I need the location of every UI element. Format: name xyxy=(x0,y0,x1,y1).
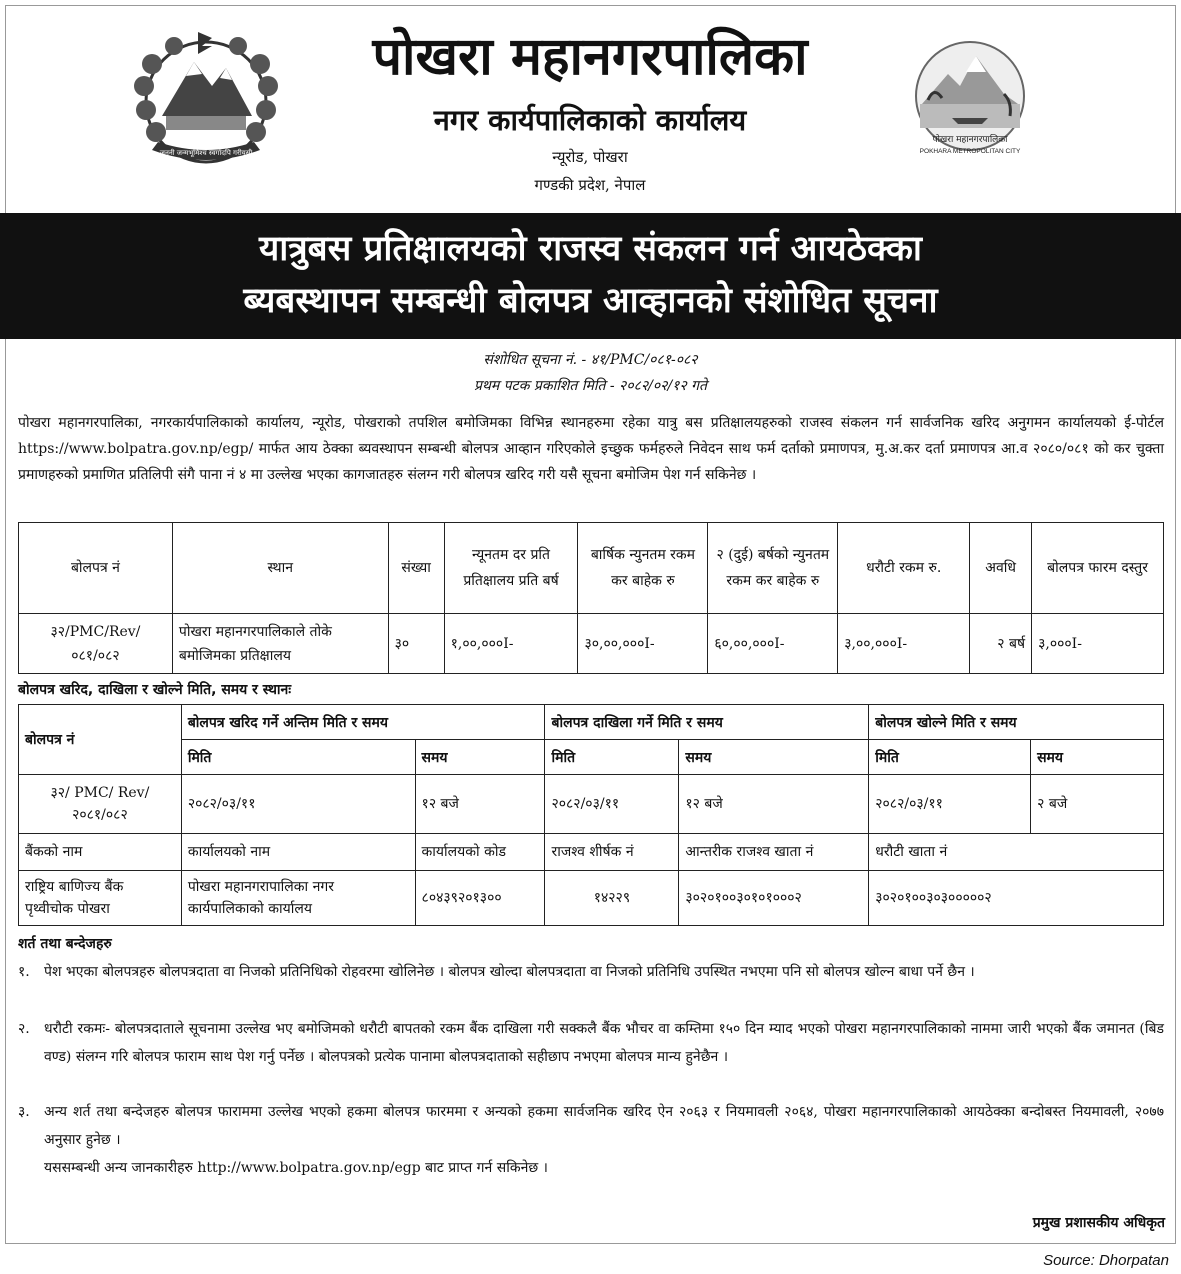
bank-header: धरौटी खाता नं xyxy=(869,834,1164,871)
table-cell: १,००,०००I- xyxy=(444,614,578,674)
term-text: पेश भएका बोलपत्रहरु बोलपत्रदाता वा निजको प्रतिनिधिको रोहवरमा खोलिनेछ । बोलपत्र खोल्दा बोलपत्रदाता वा निजको प्रतिनिधि उपस्थित नभएमा पनि सो बोलपत्र खोल्न बाधा पर्ने छैन । xyxy=(44,964,975,980)
notice-number: संशोधित सूचना नं. - ४१/PMC/०८१-०८२ xyxy=(483,352,698,368)
table-header-row xyxy=(19,523,1164,614)
sub-time: समय xyxy=(679,740,869,775)
term-number: ३. xyxy=(18,1104,30,1120)
table-cell: ३० xyxy=(388,614,444,674)
table-header: अवधि xyxy=(970,523,1032,614)
sub-time: समय xyxy=(415,740,545,775)
sub-date: मिति xyxy=(181,740,415,775)
open-time: २ बजे xyxy=(1031,775,1164,834)
term-extra: यससम्बन्धी अन्य जानकारीहरु http://www.bolpatra.gov.np/egp बाट प्राप्त गर्न सकिनेछ । xyxy=(44,1160,548,1176)
term-text: अन्य शर्त तथा बन्देजहरु बोलपत्र फाराममा उल्लेख भएको हकमा बोलपत्र फारममा र अन्यको हकमा सार्वजनिक खरिद ऐन २०६३ र नियमावली २०६४, पोखरा महानगरपालिकाको आयठेक्का बन्दोबस्त नियमावली, २०७७ अनुसार हुनेछ । xyxy=(44,1104,1164,1148)
terms-title: शर्त तथा बन्देजहरु xyxy=(18,936,112,952)
sub-date: मिति xyxy=(869,740,1031,775)
table-cell: ३२/PMC/Rev/ ०८१/०८२ xyxy=(19,614,173,674)
source-credit: Source: Dhorpatan xyxy=(1043,1252,1169,1269)
first-published-date: प्रथम पटक प्रकाशित मिति - २०८२/०२/१२ गते xyxy=(473,378,708,394)
bid-details-table xyxy=(18,522,1164,674)
schedule-table xyxy=(18,704,1164,926)
bank-header: कार्यालयको कोड xyxy=(415,834,545,871)
table-header: स्थान xyxy=(172,523,388,614)
bank-header: राजश्व शीर्षक नं xyxy=(545,834,679,871)
bank-row xyxy=(19,871,1164,926)
bank-cell: राष्ट्रिय बाणिज्य बैंक पृथ्वीचोक पोखरा xyxy=(19,871,182,926)
term-number: १. xyxy=(18,964,30,980)
table-cell: ६०,००,०००I- xyxy=(708,614,838,674)
term-item xyxy=(18,958,1164,986)
banner-line-1: यात्रुबस प्रतिक्षालयको राजस्व संकलन गर्न आयठेक्का xyxy=(259,229,922,269)
banner-line-2: ब्यबस्थापन सम्बन्धी बोलपत्र आव्हानको संशोधित सूचना xyxy=(243,281,938,321)
term-number: २. xyxy=(18,1021,30,1037)
group-purchase: बोलपत्र खरिद गर्ने अन्तिम मिति र समय xyxy=(181,705,545,740)
schedule-title: बोलपत्र खरिद, दाखिला र खोल्ने मिति, समय र स्थानः xyxy=(18,682,292,698)
bank-header-row xyxy=(19,834,1164,871)
term-item xyxy=(18,1098,1164,1182)
table-cell: ३,००,०००I- xyxy=(838,614,970,674)
table-header: २ (दुई) बर्षको न्युनतम रकम कर बाहेक रु xyxy=(708,523,838,614)
table-header: न्यूनतम दर प्रति प्रतिक्षालय प्रति बर्ष xyxy=(444,523,578,614)
schedule-header-row xyxy=(19,705,1164,740)
bank-header: आन्तरीक राजश्व खाता नं xyxy=(679,834,869,871)
address-line-1: न्यूरोड, पोखरा xyxy=(552,148,628,166)
intro-paragraph: पोखरा महानगरपालिका, नगरकार्यपालिकाको कार्यालय, न्यूरोड, पोखराको तपशिल बमोजिमका विभिन्न स्थानहरुमा रहेका यात्रु बस प्रतिक्षालयहरुको राजस्व संकलन गर्न सार्वजनिक खरिद अनुगमन कार्यालयको ई-पोर्टल https://www.bolpatra.gov.np/egp/ मार्फत आय ठेक्का ब्यवस्थापन सम्बन्धी बोलपत्र आव्हान गरिएकोले इच्छुक फर्महरुले निवेदन साथ फर्म दर्ताको प्रमाणपत्र, मु.अ.कर दर्ता प्रमाणपत्र आ.व २०८०/०८१ को कर चुक्ता प्रमाणहरुको प्रमाणित प्रतिलिपी संगै पाना नं ४ मा उल्लेख भएका कागजातहरु संलग्न गरी बोलपत्र खरिद गरी यसै सूचना बमोजिम पेश गर्न सकिनेछ । xyxy=(18,415,1164,483)
purchase-date: २०८२/०३/११ xyxy=(181,775,415,834)
nepal-emblem-icon xyxy=(122,24,290,172)
sub-time: समय xyxy=(1031,740,1164,775)
submit-date: २०८२/०३/११ xyxy=(545,775,679,834)
emblem-motto: जननी जन्मभूमिश्च स्वर्गादपि गरीयसी xyxy=(159,149,253,157)
table-header: संख्या xyxy=(388,523,444,614)
bank-cell: १४२२९ xyxy=(545,871,679,926)
table-header: धरौटी रकम रु. xyxy=(838,523,970,614)
term-text: धरौटी रकमः- बोलपत्रदाताले सूचनामा उल्लेख भए बमोजिमको धरौटी बापतको रकम बैंक दाखिला गरी सक्कलै बैंक भौचर वा कम्तिमा १५० दिन म्याद भएको पोखरा महानगरपालिकाको नाममा जारी भएको बैंक जमानत (बिड वण्ड) संलग्न गरि बोलपत्र फाराम साथ पेश गर्नु पर्नेछ । बोलपत्रको प्रत्येक पानामा बोलपत्रदाताको सहीछाप नभएमा बोलपत्र मान्य हुनेछैन । xyxy=(44,1021,1164,1065)
group-open: बोलपत्र खोल्ने मिति र समय xyxy=(869,705,1164,740)
bank-cell: ३०२०१००३०१०१०००२ xyxy=(679,871,869,926)
table-header: बोलपत्र फारम दस्तुर xyxy=(1032,523,1164,614)
bank-header: बैंकको नाम xyxy=(19,834,182,871)
bank-cell: पोखरा महानगरापालिका नगर कार्यपालिकाको कार्यालय xyxy=(181,871,415,926)
signatory-title: प्रमुख प्रशासकीय अधिकृत xyxy=(1032,1215,1165,1231)
sub-date: मिति xyxy=(545,740,679,775)
pokhara-metro-logo-icon xyxy=(908,38,1032,162)
bank-header: कार्यालयको नाम xyxy=(181,834,415,871)
bank-cell: ३०२०१००३०३०००००२ xyxy=(869,871,1164,926)
letterhead xyxy=(0,0,1181,210)
schedule-subheader-row xyxy=(19,740,1164,775)
bid-no-cell: ३२/ PMC/ Rev/२०८१/०८२ xyxy=(19,775,182,834)
notice-title-banner xyxy=(0,213,1181,339)
org-name: पोखरा महानगरपालिका xyxy=(372,27,808,87)
open-date: २०८२/०३/११ xyxy=(869,775,1031,834)
submit-time: १२ बजे xyxy=(679,775,869,834)
office-name: नगर कार्यपालिकाको कार्यालय xyxy=(433,103,747,137)
bank-cell: ८०४३९२०१३०० xyxy=(415,871,545,926)
table-cell: पोखरा महानगरपालिकाले तोके बमोजिमका प्रतिक्षालय xyxy=(172,614,388,674)
table-header: बोलपत्र नं xyxy=(19,523,173,614)
address-line-2: गण्डकी प्रदेश, नेपाल xyxy=(534,176,646,194)
logo-text-en: POKHARA METROPOLITAN CITY xyxy=(919,148,1021,155)
purchase-time: १२ बजे xyxy=(415,775,545,834)
table-cell: ३,०००I- xyxy=(1032,614,1164,674)
table-cell: २ बर्ष xyxy=(970,614,1032,674)
table-row xyxy=(19,614,1164,674)
term-item xyxy=(18,1015,1164,1071)
schedule-row xyxy=(19,775,1164,834)
table-header: बार्षिक न्युनतम रकम कर बाहेक रु xyxy=(578,523,708,614)
table-cell: ३०,००,०००I- xyxy=(578,614,708,674)
logo-text-np: पोखरा महानगरपालिका xyxy=(932,135,1008,145)
col-bid-no: बोलपत्र नं xyxy=(19,705,182,775)
group-submit: बोलपत्र दाखिला गर्ने मिति र समय xyxy=(545,705,869,740)
